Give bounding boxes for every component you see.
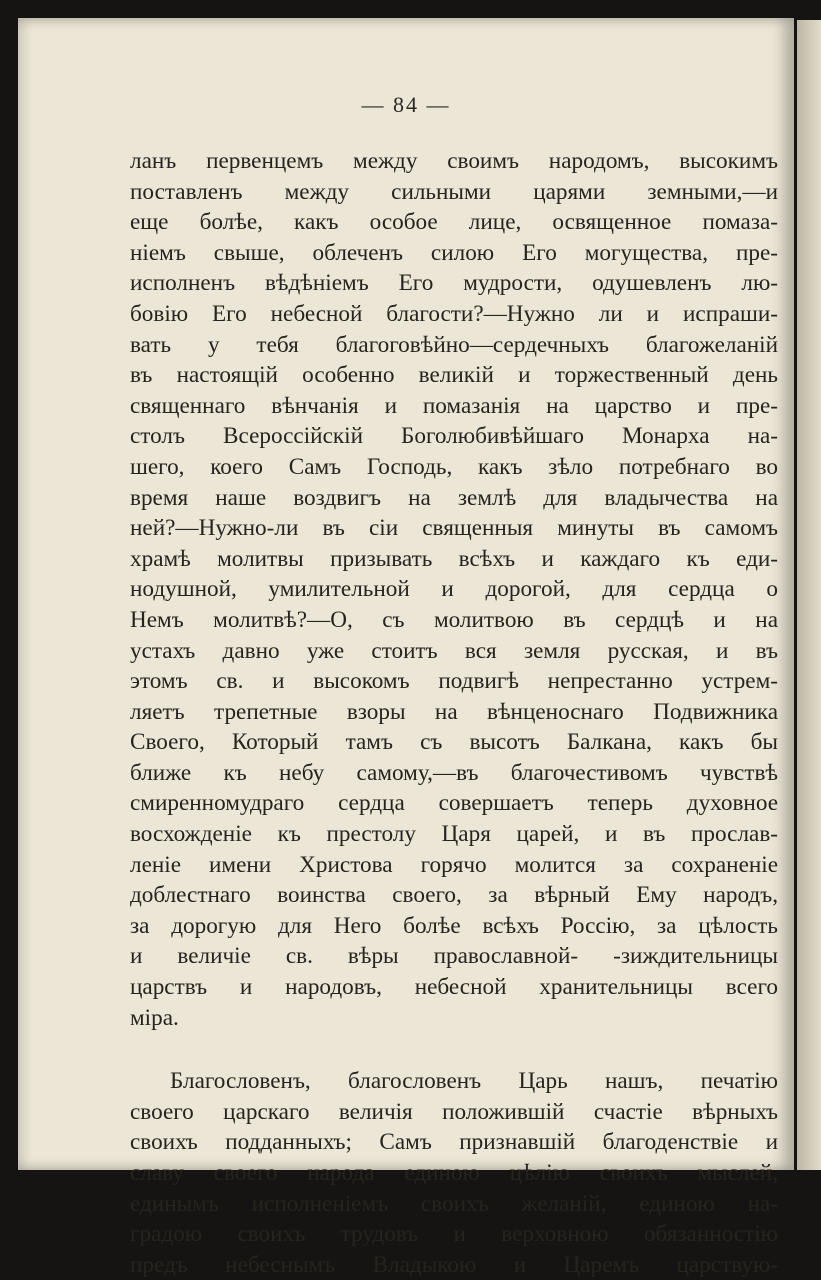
text-line: Благословенъ, благословенъ Царь нашъ, печатію (170, 1068, 778, 1095)
page-number: — 84 — (361, 92, 451, 117)
text-line: царствъ и народовъ, небесной хранительницы всего (130, 974, 778, 1001)
text-line: за дорогую для Него болѣе всѣхъ Россію, за цѣлость (130, 912, 778, 939)
text-line: вать у тебя благоговѣйно—сердечныхъ благожеланій (130, 331, 778, 358)
text-line: устахъ давно уже стоитъ вся земля русская, и въ (130, 637, 778, 664)
text-line: поставленъ между сильными царями земными,—и (130, 178, 778, 205)
text-line: леніе имени Христова горячо молится за сохраненіе (130, 851, 778, 878)
text-line: ланъ первенцемъ между своимъ народомъ, высокимъ (130, 148, 778, 174)
text-line: еще болѣе, какъ особое лице, освященное помаза- (130, 209, 778, 236)
text-line: міра. (130, 1004, 179, 1031)
text-line: Немъ молитвѣ?—О, съ молитвою въ сердцѣ и на (130, 606, 778, 633)
text-line: нодушной, умилительной и дорогой, для сердца о (130, 576, 778, 603)
text-line: единымъ исполненіемъ своихъ желаній, единою на- (130, 1190, 778, 1217)
text-line: время наше воздвигъ на землѣ для владычества на (130, 484, 778, 511)
paragraph-1 (130, 146, 778, 1033)
text-line: этомъ св. и высокомъ подвигѣ непрестанно устрем- (130, 668, 778, 695)
text-line: ближе къ небу самому,—въ благочестивомъ чувствѣ (130, 759, 778, 786)
page-sheet (18, 18, 794, 1278)
text-line: священнаго вѣнчанія и помазанія на царство и пре- (130, 392, 778, 419)
text-line: въ настоящій особенно великій и торжественный день (130, 362, 778, 389)
text-line: столъ Всероссійскій Боголюбивѣйшаго Монарха на- (130, 423, 778, 450)
adjacent-page-edge (797, 20, 821, 1170)
paragraph-2 (130, 1066, 778, 1280)
text-line: исполненъ вѣдѣніемъ Его мудрости, одушевленъ лю- (130, 270, 778, 297)
text-line: своихъ подданныхъ; Самъ признавшій благоденствіе и (130, 1129, 778, 1156)
text-line: градою своихъ трудовъ и верховною обязанностію (130, 1221, 778, 1248)
text-line: восхожденіе къ престолу Царя царей, и въ прослав- (130, 821, 778, 848)
text-line: смиренномудраго сердца совершаетъ теперь духовное (130, 790, 778, 817)
text-line: доблестнаго воинства своего, за вѣрный Ему народъ, (130, 882, 778, 909)
text-line: и величіе св. вѣры православной- -зиждительницы (130, 943, 778, 970)
text-line: предъ небеснымъ Владыкою и Царемъ царствую- (130, 1251, 778, 1278)
text-line: ніемъ свыше, облеченъ силою Его могущества, пре- (130, 239, 778, 266)
text-line: ляетъ трепетные взоры на вѣнценоснаго Подвижника (130, 698, 778, 725)
text-line: шего, коего Самъ Господь, какъ зѣло потребнаго во (130, 453, 778, 480)
text-line: Своего, Который тамъ съ высотъ Балкана, какъ бы (130, 729, 778, 756)
text-line: бовію Его небесной благости?—Нужно ли и испраши- (130, 300, 778, 327)
body-text (130, 146, 778, 1280)
text-line: ней?—Нужно-ли въ сіи священныя минуты въ самомъ (130, 515, 778, 542)
text-line: храмѣ молитвы призывать всѣхъ и каждаго къ еди- (130, 545, 778, 572)
text-line: славу своего народа единою цѣлію своихъ мыслей, (130, 1160, 778, 1186)
text-line: своего царскаго величія положившій счастіе вѣрныхъ (130, 1098, 778, 1125)
